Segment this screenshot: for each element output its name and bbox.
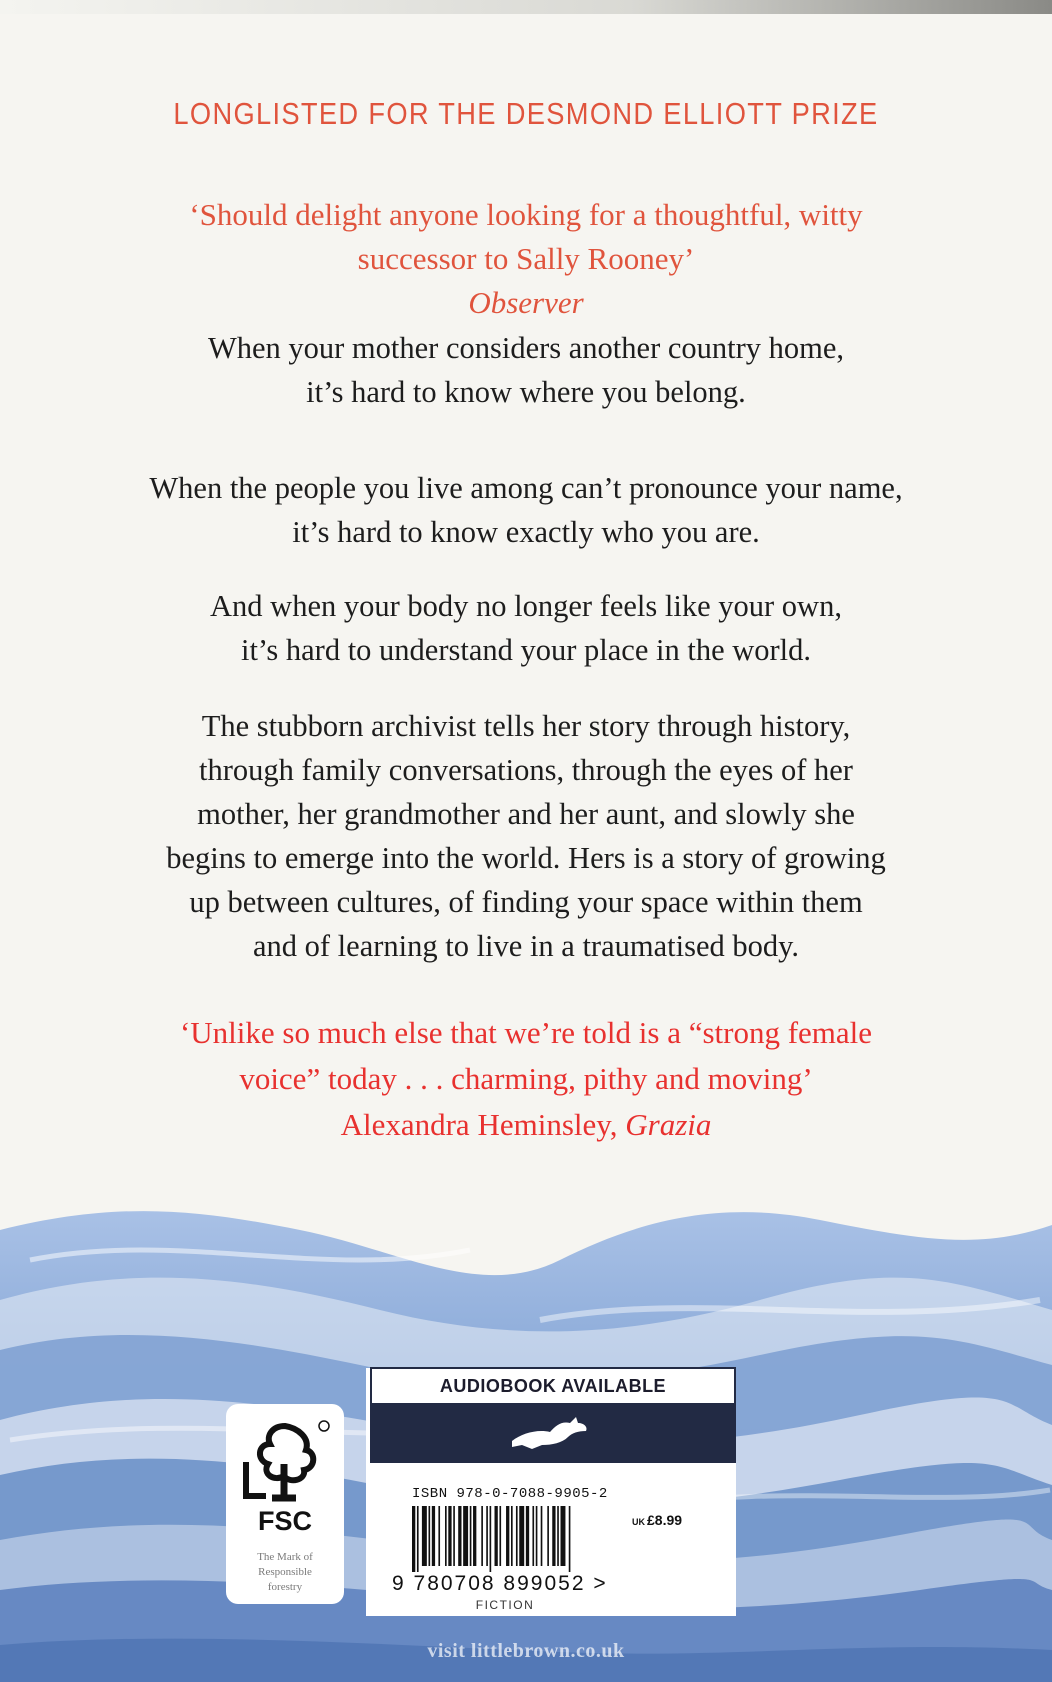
- grazia-quote: [0, 1010, 1052, 1148]
- blurb-paragraph-2: [0, 466, 1052, 554]
- running-hare-icon: [372, 1405, 734, 1461]
- barcode-bar: [541, 1506, 543, 1566]
- blurb-line: and of learning to live in a traumatised body.: [252, 929, 800, 963]
- barcode-bar: [490, 1506, 492, 1572]
- isbn-number: ISBN 978-0-7088-9905-2: [412, 1486, 608, 1502]
- barcode-bar: [547, 1506, 549, 1566]
- blurb-line: The stubborn archivist tells her story through history,: [201, 709, 851, 743]
- barcode-bar: [506, 1506, 509, 1566]
- blurb-line: it’s hard to know where you belong.: [306, 375, 746, 409]
- barcode-bar: [516, 1506, 518, 1566]
- observer-quote-line: ‘Should delight anyone looking for a thoughtful, witty: [189, 197, 863, 232]
- barcode-bar: [495, 1506, 498, 1566]
- barcode-bar: [519, 1506, 524, 1566]
- barcode-bar: [552, 1506, 555, 1566]
- barcode-graphic: [412, 1506, 624, 1572]
- barcode-bar: [536, 1506, 538, 1566]
- barcode-bar: [481, 1506, 483, 1566]
- audiobook-label: AUDIOBOOK AVAILABLE: [372, 1369, 734, 1405]
- observer-quote: [0, 193, 1052, 325]
- barcode-bar: [463, 1506, 468, 1566]
- grazia-quote-line: voice” today . . . charming, pithy and moving’: [239, 1061, 813, 1096]
- blurb-line: And when your body no longer feels like your own,: [210, 589, 842, 623]
- observer-quote-source: Observer: [468, 285, 584, 320]
- blurb-paragraph-1: [0, 326, 1052, 414]
- blurb-line: up between cultures, of finding your space within them: [189, 885, 863, 919]
- publisher-website: visit littlebrown.co.uk: [427, 1640, 625, 1662]
- blurb-line: it’s hard to know exactly who you are.: [292, 515, 760, 549]
- barcode-bar: [473, 1506, 476, 1566]
- prize-banner: LONGLISTED FOR THE DESMOND ELLIOTT PRIZE: [173, 96, 879, 131]
- grazia-quote-line: ‘Unlike so much else that we’re told is a “strong female: [179, 1015, 873, 1050]
- barcode-bar: [486, 1506, 488, 1566]
- fsc-mark-text: [232, 1550, 338, 1595]
- blurb-line: When the people you live among can’t pronounce your name,: [149, 471, 903, 505]
- barcode-bar: [438, 1506, 440, 1566]
- barcode-bar: [422, 1506, 427, 1566]
- barcode-bar: [417, 1506, 419, 1572]
- barcode-bar: [561, 1506, 566, 1566]
- blurb-line: When your mother considers another country home,: [207, 331, 845, 365]
- fsc-mark-line: The Mark of: [257, 1551, 313, 1563]
- barcode-bar: [453, 1506, 455, 1566]
- blurb-paragraph-4: [0, 704, 1052, 968]
- barcode-bar: [470, 1506, 472, 1566]
- barcode-bar: [499, 1506, 501, 1566]
- observer-quote-line: successor to Sally Rooney’: [357, 241, 695, 276]
- barcode-bar: [458, 1506, 461, 1566]
- barcode-bar: [526, 1506, 529, 1566]
- price-tag: [632, 1512, 682, 1528]
- fsc-tree-logo-icon: [226, 1404, 344, 1504]
- blurb-line: through family conversations, through the eyes of her: [199, 753, 853, 787]
- grazia-quote-author: Alexandra Heminsley,: [340, 1107, 626, 1142]
- barcode-bar: [429, 1506, 431, 1566]
- fsc-badge: [226, 1404, 344, 1604]
- barcode-bar: [445, 1506, 447, 1566]
- barcode-bar: [532, 1506, 534, 1566]
- fsc-mark-line: Responsible: [258, 1566, 312, 1578]
- top-edge: [0, 0, 1052, 14]
- blurb-line: mother, her grandmother and her aunt, and slowly she: [197, 797, 855, 831]
- blurb-paragraph-3: [0, 584, 1052, 672]
- blurb-line: it’s hard to understand your place in the world.: [240, 633, 812, 667]
- audiobook-badge: [370, 1367, 736, 1463]
- price-value: £8.99: [647, 1512, 683, 1528]
- barcode-bar: [432, 1506, 435, 1566]
- barcode-digits: 9 780708 899052 >: [392, 1572, 608, 1595]
- fsc-label: FSC: [258, 1506, 312, 1536]
- fsc-mark-line: forestry: [267, 1581, 303, 1593]
- barcode-bar: [448, 1506, 451, 1566]
- price-prefix: UK: [632, 1517, 645, 1527]
- grazia-quote-attribution: [0, 1102, 1052, 1148]
- barcode-bar: [569, 1506, 571, 1572]
- barcode-bar: [511, 1506, 513, 1566]
- blurb-line: begins to emerge into the world. Hers is a story of growing: [166, 841, 886, 875]
- audiobook-band: [372, 1405, 734, 1461]
- grazia-quote-publication: Grazia: [625, 1107, 712, 1142]
- barcode-bar: [557, 1506, 559, 1566]
- barcode-bar: [412, 1506, 415, 1572]
- category-label: FICTION: [475, 1598, 535, 1612]
